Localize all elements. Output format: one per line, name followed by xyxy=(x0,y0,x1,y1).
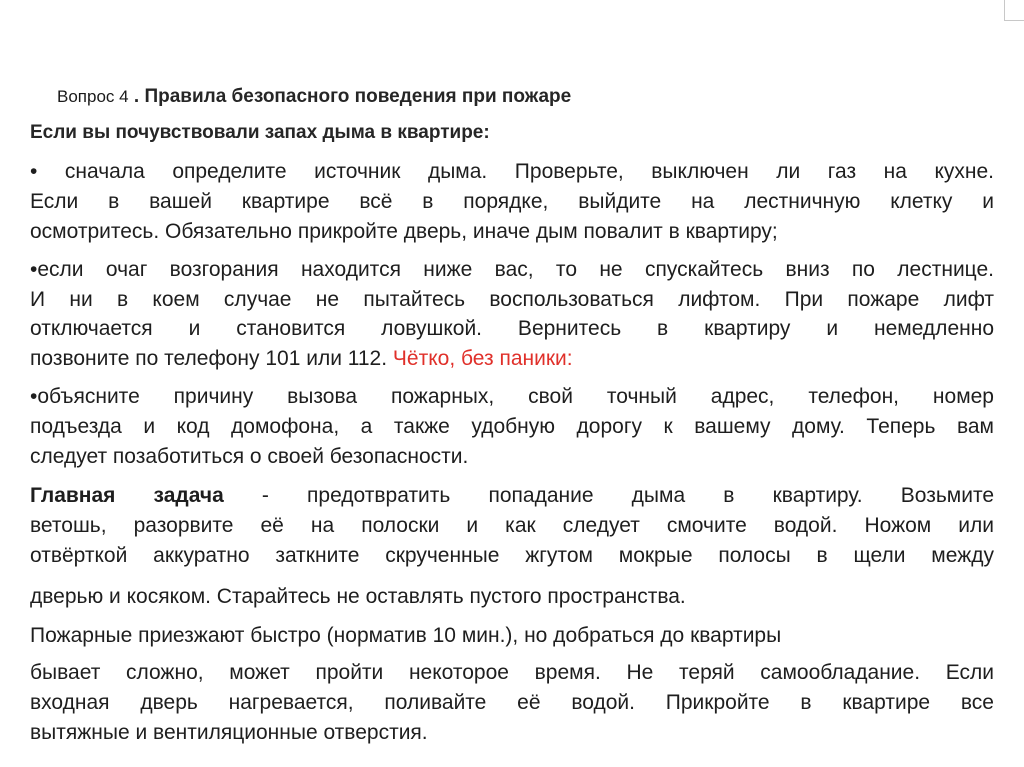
paragraph-line-main-task xyxy=(30,483,994,509)
paragraph-line: • сначала определите источник дыма. Проверьте, выключен ли газ на кухне. xyxy=(30,160,994,183)
paragraph-line: •если очаг возгорания находится ниже вас, то не спускайтесь вниз по лестнице. xyxy=(30,258,994,281)
main-task-text: - предотвратить попадание дыма в квартиру. Возьмите xyxy=(223,484,995,507)
slide-title xyxy=(57,86,571,108)
calm-warning: Чётко, без паники: xyxy=(392,347,573,370)
paragraph-line: отвёрткой аккуратно заткните скрученные жгутом мокрые полосы в щели между xyxy=(30,544,994,567)
paragraph-line: Пожарные приезжают быстро (норматив 10 мин.), но добраться до квартиры xyxy=(30,624,782,647)
title-separator: . xyxy=(128,86,145,107)
paragraph-line: ветошь, разорвите её на полоски и как следует смочите водой. Ножом или xyxy=(30,514,994,537)
subheading: Если вы почувствовали запах дыма в квартире: xyxy=(30,122,490,143)
paragraph-line: осмотритесь. Обязательно прикройте дверь, иначе дым повалит в квартиру; xyxy=(30,220,778,243)
title-text: Правила безопасного поведения при пожаре xyxy=(144,86,572,107)
main-task-label: Главная задача xyxy=(30,484,224,507)
paragraph-line: Если в вашей квартире всё в порядке, выйдите на лестничную клетку и xyxy=(30,190,994,213)
paragraph-line: следует позаботиться о своей безопасности. xyxy=(30,445,469,468)
paragraph-line: входная дверь нагревается, поливайте её водой. Прикройте в квартире все xyxy=(30,691,994,714)
corner-divider-vertical xyxy=(1004,0,1005,20)
paragraph-line: И ни в коем случае не пытайтесь воспользоваться лифтом. При пожаре лифт xyxy=(30,288,994,311)
paragraph-line-with-emphasis xyxy=(30,346,994,372)
corner-divider-horizontal xyxy=(1004,20,1024,21)
paragraph-line: вытяжные и вентиляционные отверстия. xyxy=(30,721,428,744)
paragraph-line: •объясните причину вызова пожарных, свой точный адрес, телефон, номер xyxy=(30,385,994,408)
paragraph-line: отключается и становится ловушкой. Вернитесь в квартиру и немедленно xyxy=(30,317,994,340)
paragraph-line: подъезда и код домофона, а также удобную дорогу к вашему дому. Теперь вам xyxy=(30,415,994,438)
question-number: Вопрос 4 xyxy=(57,87,129,106)
paragraph-line: дверью и косяком. Старайтесь не оставлять пустого пространства. xyxy=(30,585,686,608)
phone-instruction: позвоните по телефону 101 или 112. xyxy=(30,347,388,370)
paragraph-line: бывает сложно, может пройти некоторое время. Не теряй самообладание. Если xyxy=(30,661,994,684)
